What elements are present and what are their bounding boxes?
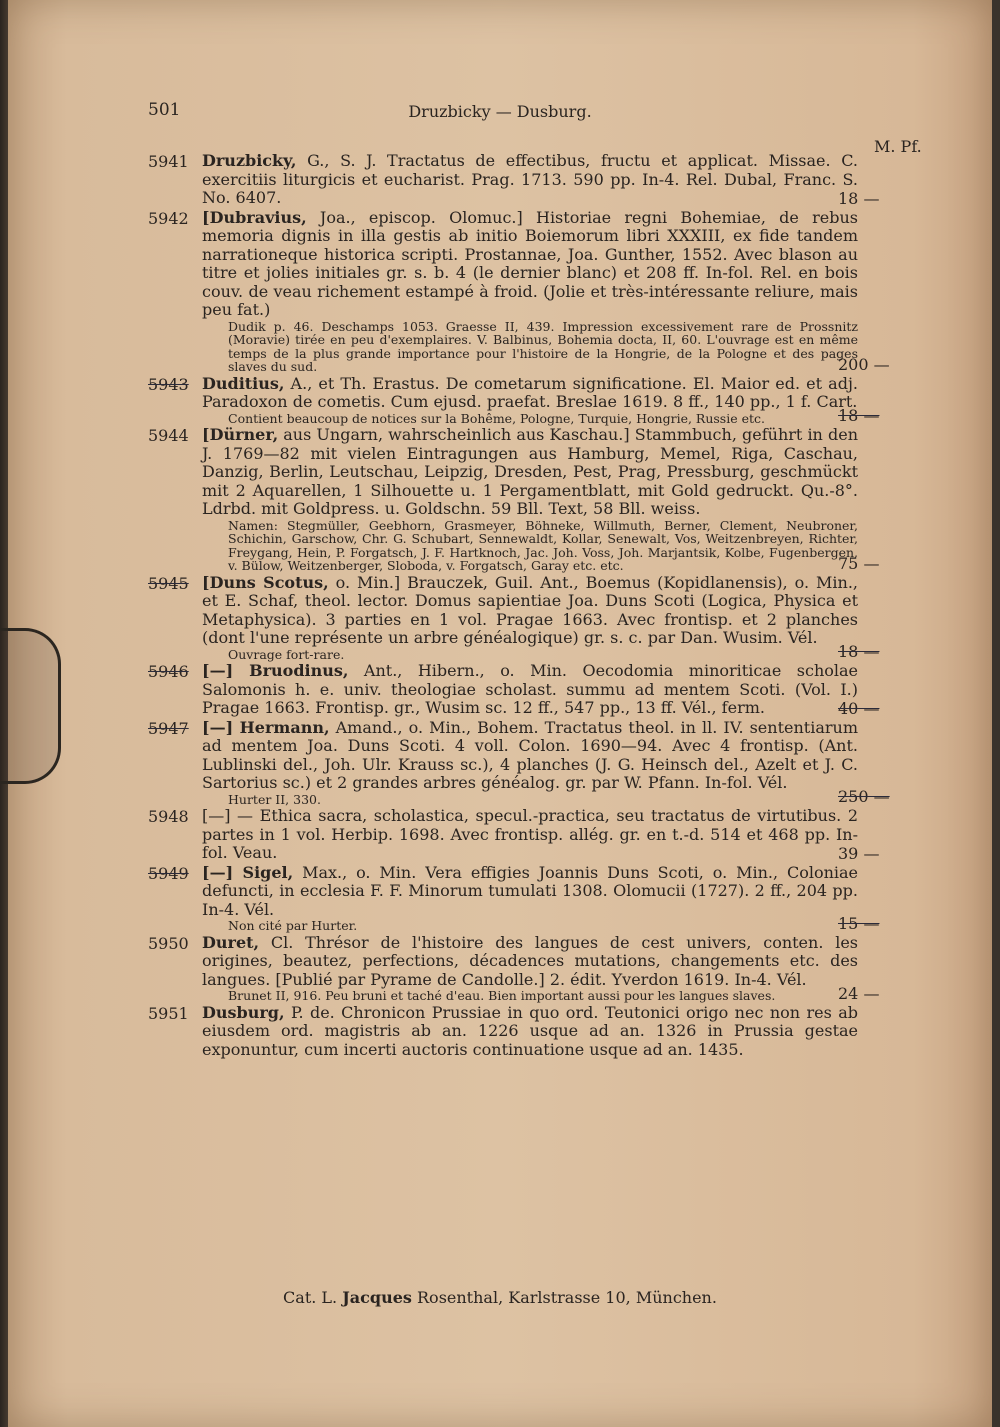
- entry-author: Druzbicky,: [202, 151, 297, 170]
- entry-text: [202, 719, 858, 793]
- catalog-entry: [148, 662, 948, 718]
- catalog-entry: [148, 719, 948, 807]
- entry-description: Joa., episcop. Olomuc.] Historiae regni Bohemiae, de rebus memoria dignis in illa gestis ab initio Boiemorum libri XXXIII, ex fide tandem narrationeque historica scripti. Prostannae, Joa. Gunther, 1552. Avec blason au titre et jolies initiales gr. s. b. 4 (le dernier blanc) et 208 ff. In-fol. Rel. en bois couv. de veau richement estampé à froid. (Jolie et très-intéressante reliure, mais peu fat.): [202, 207, 858, 319]
- entry-number: 5947: [148, 718, 189, 738]
- entry-text: [202, 807, 858, 863]
- entry-price: 24 —: [838, 983, 880, 1003]
- entry-price: 250 —: [838, 787, 890, 806]
- entry-number: 5941: [148, 152, 189, 171]
- entry-description: Cl. Thrésor de l'histoire des langues de cest univers, conten. les origines, beautez, perfections, décadences mutations, changements etc. des langues. [Publié par Pyrame de Candolle.] 2. édit. Yverdon 1619. In-4. Vél.: [202, 932, 858, 989]
- entry-price: 75 —: [838, 553, 880, 573]
- catalog-page: [8, 0, 992, 1427]
- entry-text: [202, 152, 858, 208]
- entry-number: 5948: [148, 807, 189, 826]
- footer-suffix: Rosenthal, Karlstrasse 10, München.: [411, 1288, 717, 1307]
- entry-text: [202, 864, 858, 920]
- entry-description: G., S. J. Tractatus de effectibus, fructu et applicat. Missae. C. exercitiis liturgicis et eucharist. Prag. 1713. 590 pp. In-4. Rel. Dubal, Franc. S. No. 6407.: [202, 151, 858, 207]
- entry-text: [202, 426, 858, 519]
- entry-author: Duditius,: [202, 373, 285, 393]
- entry-note: Hurter II, 330.: [228, 791, 321, 807]
- catalog-entry: [148, 209, 948, 374]
- entry-price: 40 —: [838, 698, 880, 718]
- entry-number: 5951: [148, 1003, 189, 1023]
- entry-text: [202, 934, 858, 990]
- catalog-entry: [148, 1004, 948, 1060]
- entry-author: [—] Sigel,: [202, 862, 294, 882]
- entry-author: [Dubravius,: [202, 207, 307, 227]
- entry-description: o. Min.] Brauczek, Guil. Ant., Boemus (Kopidlanensis), o. Min., et E. Schaf, theol. lector. Domus sapientiae Joa. Duns Scoti (Logica, Physica et Metaphysica). 3 parties en 1 vol. Pragae 1663. Avec frontisp. et 2 planches (dont l'une représente un arbre généalogique) gr. s. c. par Dan. Wusim. Vél.: [202, 572, 859, 647]
- entry-author: [—] Bruodinus,: [202, 661, 349, 680]
- catalog-entry: [148, 152, 948, 208]
- catalog-entry: [148, 574, 948, 662]
- price-column-heading: M. Pf.: [874, 137, 922, 156]
- entry-number: 5942: [148, 208, 189, 228]
- entry-price: 18 —: [838, 642, 880, 661]
- entry-author: Dusburg,: [202, 1002, 285, 1022]
- entry-text: [202, 662, 858, 718]
- entry-number: 5944: [148, 426, 189, 445]
- entry-price: 18 —: [838, 406, 880, 425]
- entry-description: A., et Th. Erastus. De cometarum significatione. El. Maior ed. et adj. Paradoxon de cometis. Cum ejusd. praefat. Breslae 1619. 8 ff., 140 pp., 1 f. Cart.: [202, 373, 858, 411]
- entry-price: 200 —: [838, 354, 890, 374]
- catalog-entry: [148, 375, 948, 426]
- entry-price: 18 —: [838, 188, 880, 208]
- footer-prefix: Cat. L.: [283, 1288, 343, 1307]
- catalog-entries: [148, 152, 948, 1060]
- catalog-entry: [148, 807, 948, 863]
- catalog-entry: [148, 426, 948, 573]
- entry-note: Non cité par Hurter.: [228, 918, 358, 933]
- paper-clip-icon: [0, 628, 61, 784]
- entry-text: [202, 1004, 858, 1060]
- entry-note: Dudik p. 46. Deschamps 1053. Graesse II, 439. Impression excessivement rare de Prossnitz (Moravie) tirée en peu d'exemplaires. V. Balbinus, Bohemia docta, II, 60. L'ouvrage est en même temps de la plus grande importance pour l'histoire de la Hongrie, de la Pologne et des pages slaves du sud.: [228, 318, 858, 374]
- page-title: Druzbicky — Dusburg.: [408, 102, 592, 121]
- footer-name: Jacques: [342, 1288, 412, 1307]
- entry-description: P. de. Chronicon Prussiae in quo ord. Teutonici origo nec non res ab eiusdem ord. magistris ab an. 1226 usque ad an. 1326 in Prussia gestae exponuntur, cum incerti auctoris continuatione usque ad an. 1435.: [202, 1002, 858, 1059]
- entry-price: 15 —: [838, 913, 880, 933]
- entry-author: [—] Hermann,: [202, 717, 330, 737]
- entry-note: Ouvrage fort-rare.: [228, 646, 345, 662]
- catalog-entry: [148, 864, 948, 933]
- entry-number: 5946: [148, 662, 189, 681]
- page-number: 501: [148, 100, 181, 120]
- entry-note: Contient beaucoup de notices sur la Bohême, Pologne, Turquie, Hongrie, Russie etc.: [228, 410, 765, 426]
- entry-number: 5943: [148, 374, 189, 394]
- catalog-entry: [148, 934, 948, 1003]
- entry-text: [202, 375, 858, 412]
- entry-number: 5949: [148, 863, 189, 883]
- entry-number: 5945: [148, 573, 189, 593]
- entry-note: Namen: Stegmüller, Geebhorn, Grasmeyer, Böhneke, Willmuth, Berner, Clement, Neubroner, Schichin, Garschow, Chr. G. Schubart, Sennewaldt, Kollar, Senewalt, Vos, Weitzenbreyen, Richter, Freygang, Hein, P. Forgatsch, J. F. Hartknoch, Jac. Joh. Voss, Joh. Marjantsik, Kolbe, Fugenbergen, v. Bülow, Weitzenberger, Sloboda, v. Forgatsch, Garay etc. etc.: [228, 517, 858, 573]
- entry-note: Brunet II, 916. Peu bruni et taché d'eau. Bien important aussi pour les langues slaves.: [228, 988, 776, 1003]
- entry-price: 39 —: [838, 843, 880, 863]
- entry-author: Duret,: [202, 932, 260, 952]
- page-footer: [8, 1288, 992, 1307]
- entry-description: Ant., Hibern., o. Min. Oecodomia minoriticae scholae Salomonis h. e. univ. theologiae scholast. summu ad mentem Scoti. (Vol. I.) Pragae 1663. Frontisp. gr., Wusim sc. 12 ff., 547 pp., 13 ff. Vél., ferm.: [202, 661, 858, 717]
- entry-description: aus Ungarn, wahrscheinlich aus Kaschau.] Stammbuch, geführt in den J. 1769—82 mit vielen Eintragungen aus Hamburg, Memel, Riga, Caschau, Danzig, Berlin, Leutschau, Leipzig, Dresden, Pest, Prag, Pressburg, geschmückt mit 2 Aquarellen, 1 Silhouette u. 1 Pergamentblatt, mit Gold gedruckt. Qu.-8°. Ldrbd. mit Goldpress. u. Goldschn. 59 Bll. Text, 58 Bll. weiss.: [202, 425, 858, 518]
- entry-description: [—] — Ethica sacra, scholastica, specul.-practica, seu tractatus de virtutibus. 2 partes in 1 vol. Herbip. 1698. Avec frontisp. allég. gr. en t.-d. 514 et 468 pp. In-fol. Veau.: [202, 806, 858, 862]
- entry-description: Max., o. Min. Vera effigies Joannis Duns Scoti, o. Min., Coloniae defuncti, in ecclesia F. F. Minorum tumulati 1308. Olomucii (1727). 2 ff., 204 pp. In-4. Vél.: [202, 862, 859, 919]
- entry-description: Amand., o. Min., Bohem. Tractatus theol. in ll. IV. sententiarum ad mentem Joa. Duns Scoti. 4 voll. Colon. 1690—94. Avec 4 frontisp. (Ant. Lublinski del., Joh. Ulr. Krauss sc.), 4 planches (J. G. Heinsch del., Azelt et J. C. Sartorius sc.) et 2 grandes arbres généalog. gr. par W. Pfann. In-fol. Vél.: [202, 717, 858, 792]
- entry-number: 5950: [148, 933, 189, 953]
- entry-text: [202, 574, 858, 648]
- entry-author: [Dürner,: [202, 425, 279, 444]
- entry-author: [Duns Scotus,: [202, 572, 329, 592]
- entry-text: [202, 209, 858, 320]
